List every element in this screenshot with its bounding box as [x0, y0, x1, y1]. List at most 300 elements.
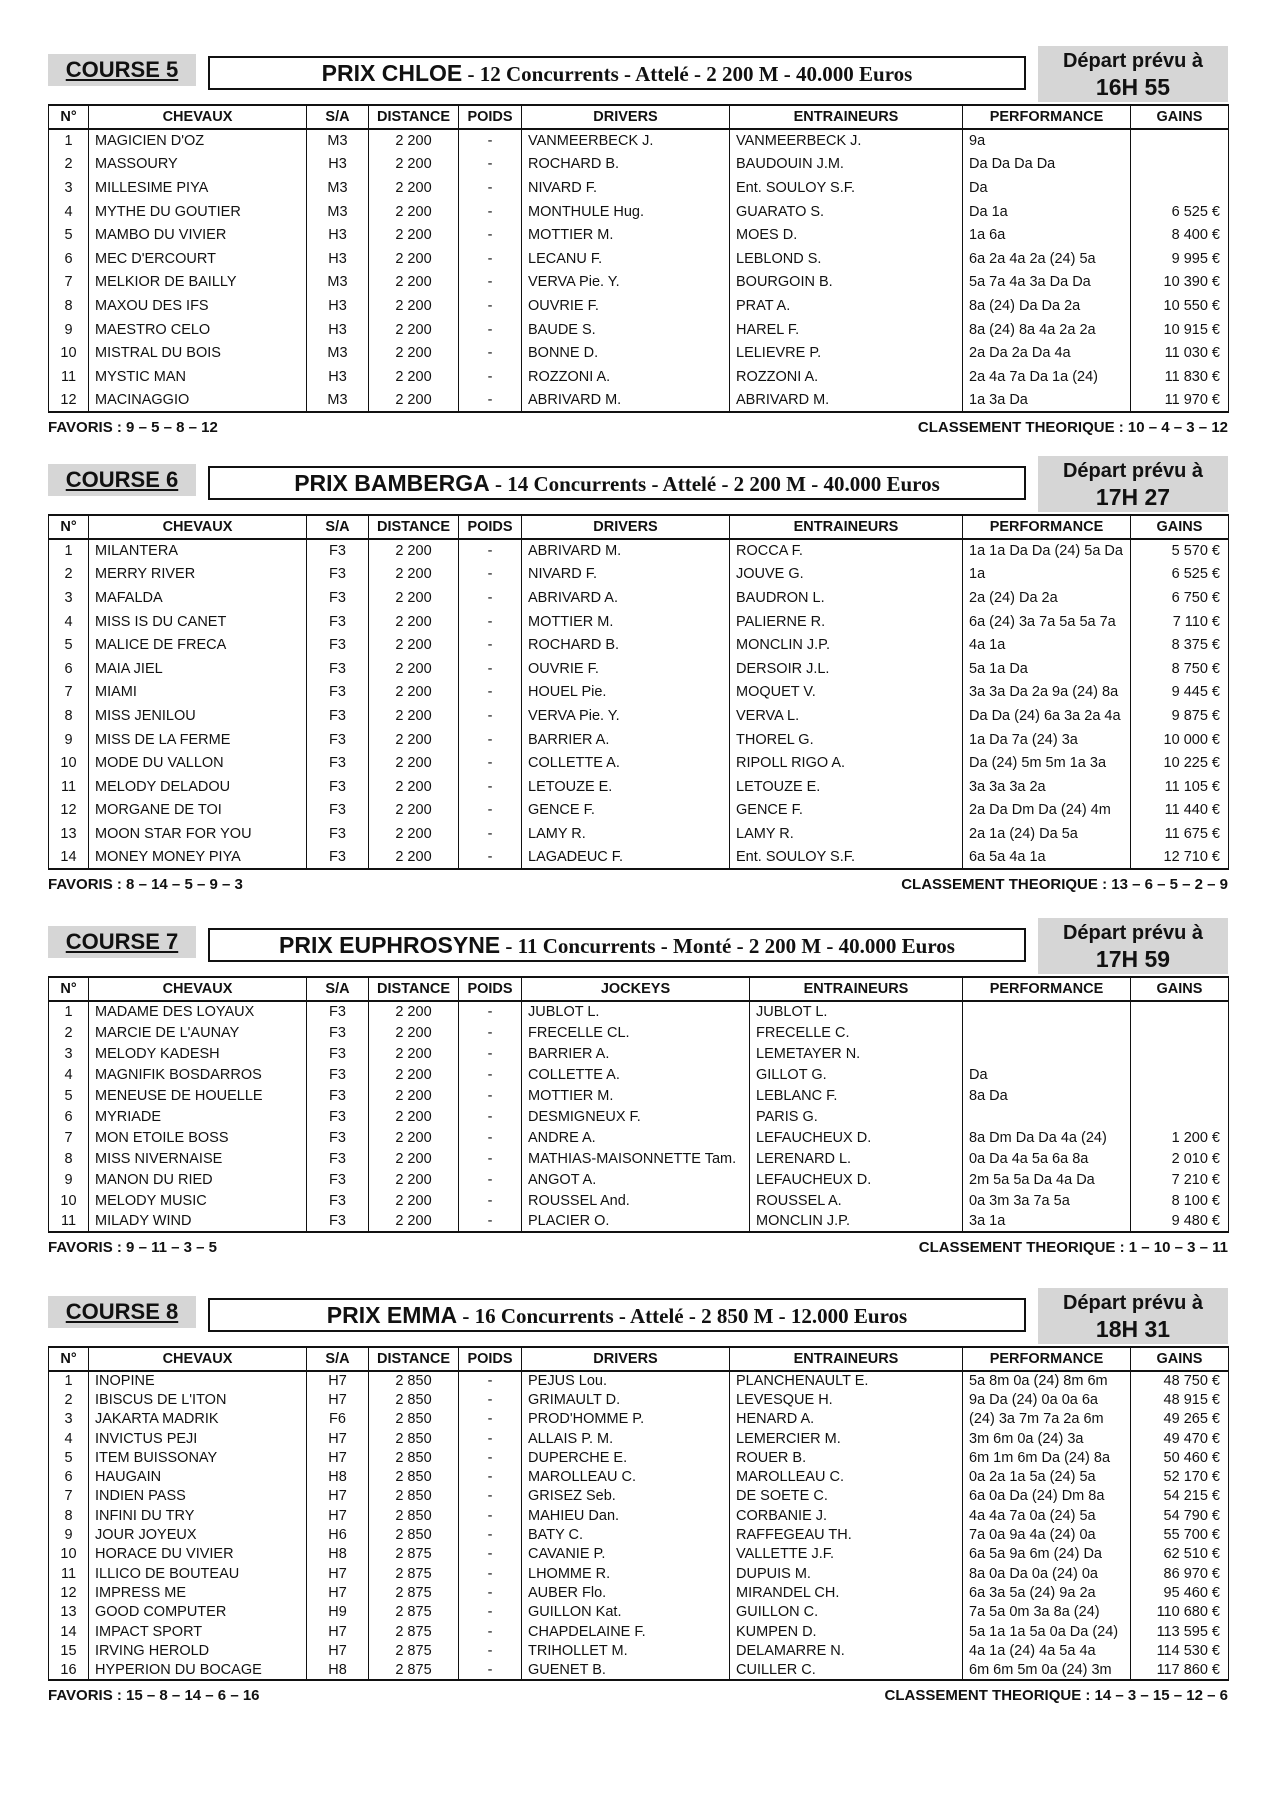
course-5-section — [48, 46, 1228, 441]
cell-performance: 6a 5a 9a 6m (24) Da — [963, 1545, 1131, 1564]
cell-earnings: 114 530 € — [1131, 1641, 1229, 1660]
table-row — [49, 271, 1229, 295]
cell-trainer: JOUVE G. — [730, 563, 963, 587]
col-header-horse: CHEVAUX — [89, 105, 307, 129]
cell-weight: - — [459, 365, 522, 389]
cell-driver: VERVA Pie. Y. — [522, 271, 730, 295]
cell-weight: - — [459, 389, 522, 413]
cell-driver: LECANU F. — [522, 247, 730, 271]
table-row — [49, 1064, 1229, 1085]
theoretical-ranking: CLASSEMENT THEORIQUE : 14 – 3 – 15 – 12 – 6 — [884, 1686, 1228, 1704]
cell-distance: 2 200 — [369, 1211, 459, 1232]
cell-driver: OUVRIE F. — [522, 657, 730, 681]
cell-performance: 8a Da — [963, 1085, 1131, 1106]
cell-num: 9 — [49, 318, 89, 342]
col-header-num: N° — [49, 977, 89, 1001]
cell-distance: 2 850 — [369, 1506, 459, 1525]
col-header-earnings: GAINS — [1131, 515, 1229, 539]
cell-driver: MOTTIER M. — [522, 1085, 750, 1106]
cell-sex-age: M3 — [307, 129, 369, 153]
cell-sex-age: F3 — [307, 539, 369, 563]
col-header-sex-age: S/A — [307, 105, 369, 129]
cell-trainer: LEFAUCHEUX D. — [750, 1127, 963, 1148]
cell-driver: GRISEZ Seb. — [522, 1487, 730, 1506]
cell-performance: 1a 3a Da — [963, 389, 1131, 413]
cell-earnings: 48 915 € — [1131, 1390, 1229, 1409]
cell-horse: MAMBO DU VIVIER — [89, 223, 307, 247]
table-row — [49, 799, 1229, 823]
course-label: COURSE 7 — [48, 926, 196, 958]
cell-earnings: 2 010 € — [1131, 1148, 1229, 1169]
departure-label: Départ prévu à — [1062, 460, 1204, 482]
cell-horse: IBISCUS DE L'ITON — [89, 1390, 307, 1409]
cell-performance: 6m 6m 5m 0a (24) 3m — [963, 1660, 1131, 1679]
cell-horse: MORGANE DE TOI — [89, 799, 307, 823]
cell-driver: ROCHARD B. — [522, 153, 730, 177]
cell-earnings: 86 970 € — [1131, 1564, 1229, 1583]
race-name: PRIX EUPHROSYNE — [279, 932, 501, 958]
departure-label: Départ prévu à — [1062, 922, 1204, 944]
cell-sex-age: F3 — [307, 704, 369, 728]
cell-trainer: HENARD A. — [730, 1410, 963, 1429]
cell-sex-age: H3 — [307, 294, 369, 318]
cell-num: 2 — [49, 563, 89, 587]
table-row — [49, 1448, 1229, 1467]
table-row — [49, 129, 1229, 153]
cell-earnings: 10 550 € — [1131, 294, 1229, 318]
cell-distance: 2 200 — [369, 775, 459, 799]
table-row — [49, 1641, 1229, 1660]
col-header-sex-age: S/A — [307, 1347, 369, 1371]
col-header-weight: POIDS — [459, 977, 522, 1001]
cell-num: 12 — [49, 389, 89, 413]
cell-earnings: 6 525 € — [1131, 200, 1229, 224]
cell-trainer: HAREL F. — [730, 318, 963, 342]
cell-num: 6 — [49, 1106, 89, 1127]
cell-distance: 2 200 — [369, 318, 459, 342]
cell-sex-age: H7 — [307, 1487, 369, 1506]
cell-performance: 8a Dm Da Da 4a (24) — [963, 1127, 1131, 1148]
table-row — [49, 389, 1229, 413]
table-row — [49, 294, 1229, 318]
course-header — [48, 46, 1228, 104]
race-name: PRIX CHLOE — [321, 60, 463, 86]
cell-horse: MYSTIC MAN — [89, 365, 307, 389]
favorites: FAVORIS : 9 – 5 – 8 – 12 — [48, 419, 218, 437]
cell-performance: (24) 3a 7m 7a 2a 6m — [963, 1410, 1131, 1429]
cell-earnings: 9 480 € — [1131, 1211, 1229, 1232]
departure-time: 16H 55 — [1095, 74, 1171, 100]
cell-weight: - — [459, 633, 522, 657]
course-7-section — [48, 918, 1228, 1261]
cell-earnings: 8 375 € — [1131, 633, 1229, 657]
cell-num: 10 — [49, 1190, 89, 1211]
cell-distance: 2 200 — [369, 563, 459, 587]
cell-trainer: LERENARD L. — [750, 1148, 963, 1169]
cell-performance: 1a 1a Da Da (24) 5a Da — [963, 539, 1131, 563]
table-row — [49, 539, 1229, 563]
cell-weight: - — [459, 200, 522, 224]
cell-distance: 2 200 — [369, 389, 459, 413]
col-header-performance: PERFORMANCE — [963, 977, 1131, 1001]
cell-earnings — [1131, 1106, 1229, 1127]
cell-sex-age: F3 — [307, 1064, 369, 1085]
cell-distance: 2 200 — [369, 586, 459, 610]
cell-weight: - — [459, 846, 522, 870]
cell-trainer: LAMY R. — [730, 822, 963, 846]
race-title — [208, 928, 1026, 962]
cell-num: 12 — [49, 1583, 89, 1602]
cell-performance: 8a (24) 8a 4a 2a 2a — [963, 318, 1131, 342]
cell-distance: 2 200 — [369, 1106, 459, 1127]
cell-horse: MACINAGGIO — [89, 389, 307, 413]
cell-earnings: 8 400 € — [1131, 223, 1229, 247]
cell-driver: COLLETTE A. — [522, 751, 730, 775]
table-row — [49, 586, 1229, 610]
cell-trainer: GILLOT G. — [750, 1064, 963, 1085]
race-name: PRIX BAMBERGA — [294, 470, 490, 496]
cell-performance: 5a 1a Da — [963, 657, 1131, 681]
cell-earnings: 7 110 € — [1131, 610, 1229, 634]
departure-box — [1038, 456, 1228, 512]
cell-driver: BATY C. — [522, 1525, 730, 1544]
cell-weight: - — [459, 1660, 522, 1679]
departure-box — [1038, 1288, 1228, 1344]
runners-table — [48, 104, 1229, 413]
cell-earnings: 110 680 € — [1131, 1603, 1229, 1622]
cell-driver: MOTTIER M. — [522, 223, 730, 247]
race-details: 16 Concurrents - Attelé - 2 850 M - 12.000 Euros — [474, 1304, 908, 1328]
cell-num: 1 — [49, 1001, 89, 1022]
col-header-driver: DRIVERS — [522, 105, 730, 129]
cell-performance: 3m 6m 0a (24) 3a — [963, 1429, 1131, 1448]
cell-trainer: LEFAUCHEUX D. — [750, 1169, 963, 1190]
table-row — [49, 1487, 1229, 1506]
cell-weight: - — [459, 1148, 522, 1169]
cell-performance: 6a 2a 4a 2a (24) 5a — [963, 247, 1131, 271]
cell-num: 8 — [49, 704, 89, 728]
cell-horse: MAXOU DES IFS — [89, 294, 307, 318]
cell-weight: - — [459, 247, 522, 271]
cell-sex-age: M3 — [307, 389, 369, 413]
cell-sex-age: F3 — [307, 1169, 369, 1190]
cell-num: 8 — [49, 294, 89, 318]
course-label: COURSE 5 — [48, 54, 196, 86]
cell-horse: MASSOURY — [89, 153, 307, 177]
col-header-distance: DISTANCE — [369, 977, 459, 1001]
cell-distance: 2 200 — [369, 247, 459, 271]
cell-driver: ABRIVARD M. — [522, 539, 730, 563]
cell-sex-age: F3 — [307, 1085, 369, 1106]
cell-horse: MISS NIVERNAISE — [89, 1148, 307, 1169]
cell-driver: BONNE D. — [522, 341, 730, 365]
cell-horse: MILLESIME PIYA — [89, 176, 307, 200]
cell-earnings: 11 675 € — [1131, 822, 1229, 846]
cell-sex-age: H8 — [307, 1545, 369, 1564]
cell-trainer: MOQUET V. — [730, 681, 963, 705]
cell-sex-age: M3 — [307, 271, 369, 295]
cell-trainer: MIRANDEL CH. — [730, 1583, 963, 1602]
cell-distance: 2 200 — [369, 657, 459, 681]
cell-distance: 2 200 — [369, 704, 459, 728]
cell-distance: 2 200 — [369, 223, 459, 247]
cell-distance: 2 875 — [369, 1564, 459, 1583]
cell-horse: JAKARTA MADRIK — [89, 1410, 307, 1429]
cell-weight: - — [459, 223, 522, 247]
cell-earnings: 10 390 € — [1131, 271, 1229, 295]
cell-num: 14 — [49, 846, 89, 870]
cell-performance: Da — [963, 1064, 1131, 1085]
cell-performance: 1a 6a — [963, 223, 1131, 247]
cell-performance: 3a 3a 3a 2a — [963, 775, 1131, 799]
cell-trainer: FRECELLE C. — [750, 1022, 963, 1043]
cell-earnings: 11 440 € — [1131, 799, 1229, 823]
cell-num: 7 — [49, 681, 89, 705]
race-details: 12 Concurrents - Attelé - 2 200 M - 40.000 Euros — [479, 62, 913, 86]
cell-driver: GUILLON Kat. — [522, 1603, 730, 1622]
cell-earnings — [1131, 1064, 1229, 1085]
cell-num: 10 — [49, 751, 89, 775]
cell-sex-age: H3 — [307, 247, 369, 271]
cell-sex-age: H3 — [307, 318, 369, 342]
departure-box — [1038, 918, 1228, 974]
cell-num: 2 — [49, 1022, 89, 1043]
course-label: COURSE 8 — [48, 1296, 196, 1328]
race-title — [208, 466, 1026, 500]
cell-horse: MEC D'ERCOURT — [89, 247, 307, 271]
cell-sex-age: F3 — [307, 1190, 369, 1211]
cell-num: 7 — [49, 1487, 89, 1506]
course-6-section — [48, 456, 1228, 898]
cell-horse: MOON STAR FOR YOU — [89, 822, 307, 846]
cell-earnings: 6 525 € — [1131, 563, 1229, 587]
cell-num: 7 — [49, 1127, 89, 1148]
table-row — [49, 318, 1229, 342]
cell-sex-age: H6 — [307, 1525, 369, 1544]
cell-horse: MISS DE LA FERME — [89, 728, 307, 752]
cell-horse: MILADY WIND — [89, 1211, 307, 1232]
cell-trainer: Ent. SOULOY S.F. — [730, 176, 963, 200]
cell-distance: 2 200 — [369, 610, 459, 634]
col-header-num: N° — [49, 1347, 89, 1371]
cell-weight: - — [459, 1106, 522, 1127]
cell-performance — [963, 1001, 1131, 1022]
cell-driver: PROD'HOMME P. — [522, 1410, 730, 1429]
cell-sex-age: H7 — [307, 1622, 369, 1641]
cell-driver: ANDRE A. — [522, 1127, 750, 1148]
cell-driver: GUENET B. — [522, 1660, 730, 1679]
cell-performance — [963, 1106, 1131, 1127]
table-row — [49, 1545, 1229, 1564]
cell-earnings — [1131, 129, 1229, 153]
cell-horse: JOUR JOYEUX — [89, 1525, 307, 1544]
cell-performance: 5a 8m 0a (24) 8m 6m — [963, 1371, 1131, 1390]
cell-performance — [963, 1043, 1131, 1064]
cell-num: 14 — [49, 1622, 89, 1641]
cell-weight: - — [459, 1085, 522, 1106]
cell-num: 7 — [49, 271, 89, 295]
cell-driver: COLLETTE A. — [522, 1064, 750, 1085]
col-header-earnings: GAINS — [1131, 105, 1229, 129]
cell-driver: GENCE F. — [522, 799, 730, 823]
cell-performance: 7a 0a 9a 4a (24) 0a — [963, 1525, 1131, 1544]
cell-performance: 3a 3a Da 2a 9a (24) 8a — [963, 681, 1131, 705]
course-label: COURSE 6 — [48, 464, 196, 496]
cell-num: 3 — [49, 586, 89, 610]
cell-trainer: GUARATO S. — [730, 200, 963, 224]
race-separator: - — [462, 62, 480, 86]
col-header-driver: JOCKEYS — [522, 977, 750, 1001]
table-row — [49, 1043, 1229, 1064]
cell-distance: 2 200 — [369, 1064, 459, 1085]
cell-sex-age: M3 — [307, 176, 369, 200]
cell-performance: Da (24) 5m 5m 1a 3a — [963, 751, 1131, 775]
cell-driver: MAROLLEAU C. — [522, 1467, 730, 1486]
cell-driver: CHAPDELAINE F. — [522, 1622, 730, 1641]
favorites: FAVORIS : 9 – 11 – 3 – 5 — [48, 1239, 217, 1256]
cell-performance: 7a 5a 0m 3a 8a (24) — [963, 1603, 1131, 1622]
cell-sex-age: H9 — [307, 1603, 369, 1622]
cell-performance: 2a 1a (24) Da 5a — [963, 822, 1131, 846]
cell-sex-age: F3 — [307, 822, 369, 846]
cell-sex-age: F3 — [307, 751, 369, 775]
cell-trainer: LEVESQUE H. — [730, 1390, 963, 1409]
cell-distance: 2 850 — [369, 1525, 459, 1544]
cell-trainer: BOURGOIN B. — [730, 271, 963, 295]
cell-driver: ROCHARD B. — [522, 633, 730, 657]
cell-performance: 4a 4a 7a 0a (24) 5a — [963, 1506, 1131, 1525]
cell-earnings: 95 460 € — [1131, 1583, 1229, 1602]
cell-earnings: 10 000 € — [1131, 728, 1229, 752]
cell-horse: IRVING HEROLD — [89, 1641, 307, 1660]
cell-distance: 2 200 — [369, 271, 459, 295]
cell-weight: - — [459, 1506, 522, 1525]
cell-performance: 2m 5a 5a Da 4a Da — [963, 1169, 1131, 1190]
cell-distance: 2 200 — [369, 1190, 459, 1211]
table-row — [49, 1525, 1229, 1544]
cell-num: 6 — [49, 1467, 89, 1486]
theoretical-ranking: CLASSEMENT THEORIQUE : 13 – 6 – 5 – 2 – 9 — [901, 876, 1228, 894]
cell-sex-age: H7 — [307, 1429, 369, 1448]
table-row — [49, 1001, 1229, 1022]
cell-trainer: CUILLER C. — [730, 1660, 963, 1679]
cell-trainer: DELAMARRE N. — [730, 1641, 963, 1660]
cell-weight: - — [459, 1525, 522, 1544]
cell-horse: MAIA JIEL — [89, 657, 307, 681]
cell-num: 6 — [49, 657, 89, 681]
cell-driver: PLACIER O. — [522, 1211, 750, 1232]
cell-performance: 6a 3a 5a (24) 9a 2a — [963, 1583, 1131, 1602]
table-row — [49, 1506, 1229, 1525]
cell-sex-age: F3 — [307, 1022, 369, 1043]
cell-distance: 2 200 — [369, 176, 459, 200]
cell-distance: 2 875 — [369, 1583, 459, 1602]
cell-distance: 2 200 — [369, 129, 459, 153]
table-row — [49, 846, 1229, 870]
cell-trainer: DE SOETE C. — [730, 1487, 963, 1506]
cell-weight: - — [459, 1448, 522, 1467]
cell-earnings: 55 700 € — [1131, 1525, 1229, 1544]
runners-table — [48, 976, 1229, 1233]
cell-distance: 2 200 — [369, 539, 459, 563]
cell-sex-age: F3 — [307, 1127, 369, 1148]
cell-distance: 2 200 — [369, 633, 459, 657]
table-row — [49, 1106, 1229, 1127]
table-row — [49, 563, 1229, 587]
table-row — [49, 657, 1229, 681]
cell-performance: 5a 1a 1a 5a 0a Da (24) — [963, 1622, 1131, 1641]
cell-trainer: VERVA L. — [730, 704, 963, 728]
cell-weight: - — [459, 751, 522, 775]
cell-sex-age: H7 — [307, 1390, 369, 1409]
cell-driver: MATHIAS-MAISONNETTE Tam. — [522, 1148, 750, 1169]
cell-trainer: LEMETAYER N. — [750, 1043, 963, 1064]
table-row — [49, 1603, 1229, 1622]
cell-earnings: 7 210 € — [1131, 1169, 1229, 1190]
cell-num: 4 — [49, 1064, 89, 1085]
cell-performance: 9a — [963, 129, 1131, 153]
col-header-distance: DISTANCE — [369, 515, 459, 539]
cell-earnings: 5 570 € — [1131, 539, 1229, 563]
cell-performance: 4a 1a — [963, 633, 1131, 657]
cell-earnings — [1131, 1001, 1229, 1022]
course-header — [48, 1288, 1228, 1346]
cell-weight: - — [459, 1410, 522, 1429]
cell-num: 9 — [49, 1169, 89, 1190]
cell-weight: - — [459, 1429, 522, 1448]
cell-earnings: 11 030 € — [1131, 341, 1229, 365]
cell-distance: 2 200 — [369, 365, 459, 389]
cell-earnings: 113 595 € — [1131, 1622, 1229, 1641]
cell-trainer: MONCLIN J.P. — [730, 633, 963, 657]
cell-performance: 8a (24) Da Da 2a — [963, 294, 1131, 318]
cell-sex-age: H7 — [307, 1564, 369, 1583]
cell-distance: 2 850 — [369, 1371, 459, 1390]
cell-sex-age: F3 — [307, 1148, 369, 1169]
col-header-weight: POIDS — [459, 1347, 522, 1371]
table-header-row — [49, 977, 1229, 1001]
cell-horse: MAGICIEN D'OZ — [89, 129, 307, 153]
col-header-driver: DRIVERS — [522, 515, 730, 539]
cell-num: 4 — [49, 1429, 89, 1448]
cell-driver: JUBLOT L. — [522, 1001, 750, 1022]
cell-weight: - — [459, 822, 522, 846]
cell-sex-age: H8 — [307, 1467, 369, 1486]
cell-horse: MAFALDA — [89, 586, 307, 610]
cell-performance: 3a 1a — [963, 1211, 1131, 1232]
cell-weight: - — [459, 1583, 522, 1602]
cell-num: 8 — [49, 1506, 89, 1525]
cell-weight: - — [459, 153, 522, 177]
cell-performance: 4a 1a (24) 4a 5a 4a — [963, 1641, 1131, 1660]
cell-driver: DUPERCHE E. — [522, 1448, 730, 1467]
cell-weight: - — [459, 1169, 522, 1190]
course-header — [48, 456, 1228, 514]
cell-horse: MELODY KADESH — [89, 1043, 307, 1064]
cell-distance: 2 850 — [369, 1467, 459, 1486]
cell-horse: MYRIADE — [89, 1106, 307, 1127]
cell-horse: MYTHE DU GOUTIER — [89, 200, 307, 224]
cell-num: 3 — [49, 1043, 89, 1064]
cell-performance: 0a 3m 3a 7a 5a — [963, 1190, 1131, 1211]
cell-horse: MELODY MUSIC — [89, 1190, 307, 1211]
cell-num: 5 — [49, 1085, 89, 1106]
cell-driver: ROZZONI A. — [522, 365, 730, 389]
cell-driver: CAVANIE P. — [522, 1545, 730, 1564]
cell-earnings — [1131, 176, 1229, 200]
col-header-horse: CHEVAUX — [89, 977, 307, 1001]
cell-earnings: 11 830 € — [1131, 365, 1229, 389]
